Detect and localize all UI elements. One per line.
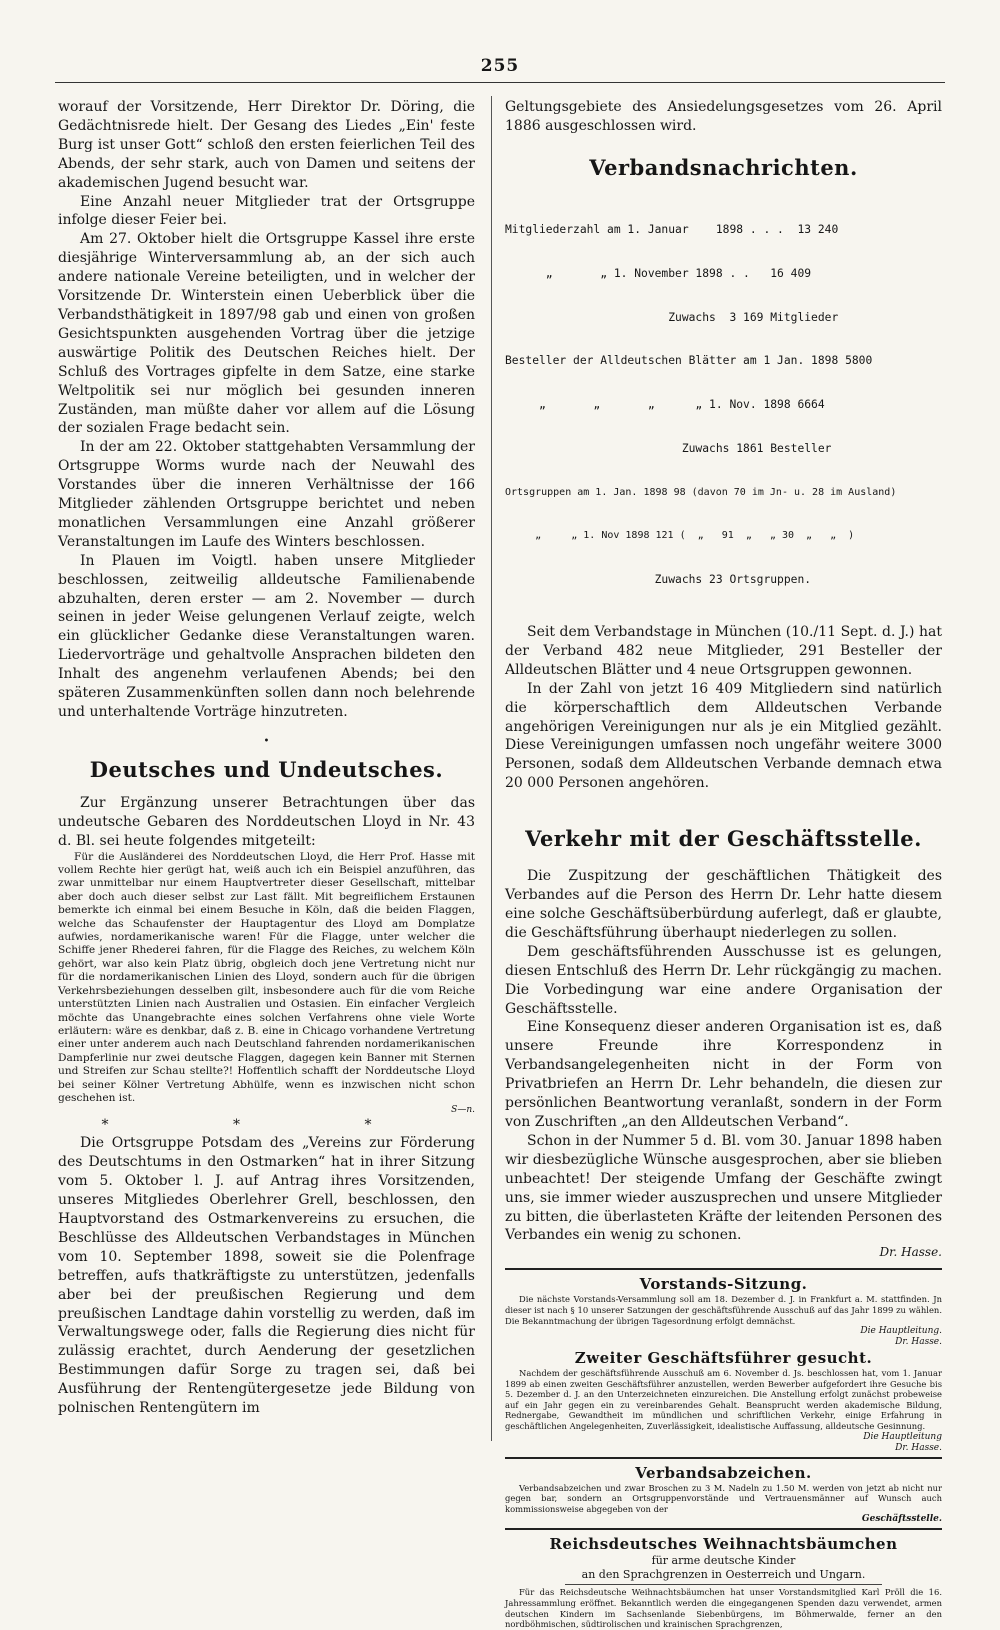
notice-signature: Die Hauptleitung.	[860, 1326, 942, 1337]
separator: * * *	[101, 1117, 432, 1134]
stats-line: „ „ 1. Nov 1898 121 ( „ 91 „ „ 30 „ „ )	[505, 530, 855, 542]
paragraph: Seit dem Verbandstage in München (10./11 Sept. d. J.) hat der Verband 482 neue Mitglieder, 291 Besteller der Alldeutschen Blätter und 4 neue Ortsgruppen gewonnen.	[505, 624, 942, 678]
paragraph: Dem geschäftsführenden Ausschusse ist es gelungen, diesen Entschluß des Herrn Dr. Lehr rückgängig zu machen. Die Vorbedingung war eine andere Organisation der Geschäftsstelle.	[505, 943, 942, 1017]
signature: Dr. Hasse.	[879, 1245, 942, 1260]
notice-title-zweiter-geschaeftsfuehrer: Zweiter Geschäftsführer gesucht.	[574, 1349, 873, 1368]
notice-subtitle: für arme deutsche Kinder	[651, 1554, 796, 1568]
notice-signature: Dr. Hasse.	[895, 1442, 942, 1453]
notice-text: Nachdem der geschäftsführende Ausschuß am 6. November d. Js. beschlossen hat, vom 1. Januar 1899 ab einen zweiten Geschäftsführer anzustellen, werden Bewerber aufgefordert ihre Gesuche bis 5. Dezember d. J. an den Unterzeichneten einzureichen. Die Anstellung erfolgt zunächst probeweise auf ein Jahr gegen ein zu vereinbarendes Gehalt. Beansprucht werden akademische Bildung, Rednergabe, Gewandtheit im mündlichen und schriftlichen Verkehr, einige Erfahrung in geschäftlichen Angelegenheiten, Zuverlässigkeit, idealistische Auffassung, alldeutsche Gesinnung.	[505, 1368, 942, 1432]
section-title-verkehr: Verkehr mit der Geschäftsstelle.	[525, 826, 922, 852]
paragraph: Am 27. Oktober hielt die Ortsgruppe Kassel ihre erste diesjährige Winterversammlung ab, an der sich auch andere nationale Vereine beteiligten, und in welcher der Vorsitzende Dr. Winterstein einen Ueberblick über die Verbandsthätigkeit in 1897/98 gab und einen von großen Gesichtspunkten ausgehenden Vortrag über die jetzige auswärtige Politik des Deutschen Reiches hielt. Der Schluß des Vortrages gipfelte in dem Satze, eine starke Weltpolitik sei nur möglich bei gesunden inneren Zuständen, man müßte daher vor allem auf die Lösung der sozialen Frage bedacht sein.	[58, 231, 475, 437]
notice-title-weihnachtsbaeumchen: Reichsdeutsches Weihnachtsbäumchen	[549, 1535, 898, 1554]
column-divider	[491, 96, 492, 1441]
paragraph: In Plauen im Voigtl. haben unsere Mitglieder beschlossen, zeitweilig alldeutsche Familienabende abzuhalten, deren erster — am 2. November — durch seinen in jeder Weise gelungenen Verlauf zeigte, welch ein glücklicher Gedanke diese Veranstaltungen waren. Liedervorträge und gehaltvolle Ansprachen bildeten den Inhalt des angenehm verlaufenen Abends; bei den späteren Zusammenkünften sollen dann noch belehrende und unterhaltende Vorträge hinzutreten.	[58, 552, 475, 720]
section-ornament: •	[263, 735, 270, 747]
stats-line: Zuwachs 1861 Besteller	[505, 441, 832, 455]
notice-signature: Dr. Hasse.	[895, 1337, 942, 1348]
notice-text: Verbandsabzeichen und zwar Broschen zu 3 M. Nadeln zu 1.50 M. werden von jetzt ab nicht nur gegen bar, sondern an Ortsgruppenvorstände und Vertrauensmänner auf Wunsch auch kommissionsweise abgegeben von der	[505, 1482, 942, 1514]
paragraph: In der am 22. Oktober stattgehabten Versammlung der Ortsgruppe Worms wurde nach der Neuwahl des Vorstandes über die inneren Verhältnisse der 166 Mitglieder zählenden Ortsgruppe berichtet und neben monatlichen Versammlungen eine Anzahl größerer Veranstaltungen im Laufe des Winters beschlossen.	[58, 439, 475, 550]
top-rule	[55, 82, 945, 83]
right-column	[505, 98, 942, 1630]
paragraph: In der Zahl von jetzt 16 409 Mitgliedern sind natürlich die körperschaftlich dem Alldeutschen Verbande angehörigen Vereinigungen nur als je ein Mitglied gezählt. Diese Vereinigungen umfassen noch ungefähr weitere 3000 Personen, sodaß dem Alldeutschen Verbande demnach etwa 20 000 Personen angehören.	[505, 680, 942, 792]
stats-line: Besteller der Alldeutschen Blätter am 1 Jan. 1898 5800	[505, 354, 873, 368]
small-signature: S—n.	[451, 1105, 475, 1116]
stats-line: „ „ „ „ 1. Nov. 1898 6664	[505, 398, 825, 412]
notice-signature: Geschäftsstelle.	[861, 1514, 942, 1525]
paragraph: Die Ortsgruppe Potsdam des „Vereins zur Förderung des Deutschtums in den Ostmarken“ hat in ihrer Sitzung vom 5. Oktober l. J. auf Antrag ihres Vorsitzenden, unseres Mitgliedes Oberlehrer Grell, beschlossen, den Hauptvorstand des Ostmarkenvereins zu ersuchen, die Beschlüsse des Alldeutschen Verbandstages in München vom 10. September 1898, soweit sie die Polenfrage betreffen, aufs thatkräftigste zu unterstützen, jedenfalls aber bei der preußischen Regierung und dem preußischen Landtage dahin vorstellig zu werden, daß im Verwaltungswege oder, falls die Regierung dies nicht für zulässig erachtet, durch Aenderung der gesetzlichen Bestimmungen dafür Sorge zu tragen sei, daß bei Ausführung der Rentengütergesetze jede Bildung von polnischen Rentengütern im	[58, 1135, 475, 1417]
member-statistics	[505, 194, 942, 617]
stats-line: Zuwachs 3 169 Mitglieder	[505, 310, 839, 324]
notice-text: Für das Reichsdeutsche Weihnachtsbäumchen hat unser Vorstandsmitglied Karl Pröll die 16. Jahressammlung eröffnet. Bekanntlich werden die eingegangenen Spenden dazu verwendet, armen deutschen Kindern im Sachsenlande Siebenbürgens, im Böhmerwalde, ferner an den nordböhmischen, südtirolischen und krainischen Sprachgrenzen,	[505, 1587, 942, 1630]
paragraph: Eine Konsequenz dieser anderen Organisation ist es, daß unsere Freunde ihre Korrespondenz in Verbandsangelegenheiten nicht in der Form von Privatbriefen an Herrn Dr. Lehr behandeln, die diesen zur persönlichen Beantwortung veranlaßt, sondern in der Form von Zuschriften „an den Alldeutschen Verband“.	[505, 1019, 942, 1130]
stats-line: Mitgliederzahl am 1. Januar 1898 . . . 13 240	[505, 223, 839, 236]
notice-signature: Die Hauptleitung	[863, 1431, 942, 1442]
paragraph: Schon in der Nummer 5 d. Bl. vom 30. Januar 1898 haben wir diesbezügliche Wünsche ausgesprochen, aber sie blieben unbeachtet! Der steigende Umfang der Geschäfte zwingt uns, sie immer wieder auszusprechen und unsere Mitglieder zu bitten, die überlasteten Kräfte der leitenden Personen des Verbandes ein wenig zu schonen.	[505, 1132, 942, 1244]
notice-subtitle: an den Sprachgrenzen in Oesterreich und Ungarn.	[581, 1568, 866, 1582]
stats-line: Zuwachs 23 Ortsgruppen.	[505, 573, 812, 587]
stats-line: Ortsgruppen am 1. Jan. 1898 98 (davon 70 im Jn- u. 28 im Ausland)	[505, 486, 897, 498]
page-number: 255	[480, 56, 520, 76]
section-title-deutsches: Deutsches und Undeutsches.	[89, 756, 444, 782]
small-text: Für die Ausländerei des Norddeutschen Lloyd, die Herr Prof. Hasse mit vollem Rechte hier gerügt hat, weiß auch ich ein Beispiel anzuführen, das zwar unmittelbar nur einem Hauptvertreter dieser Gesellschaft, mittelbar aber doch auch dieser selbst zur Last fällt. Mit begreiflichem Erstaunen bemerkte ich einmal bei einem Besuche in Köln, daß die beiden Flaggen, welche das Schaufenster der Hauptagentur des Lloyd am Domplatze aufwies, nordamerikanische waren! Für die Flagge, unter welcher die Schiffe jener Rhederei fahren, für die Flagge des Reiches, zu welchem Köln gehört, war also kein Platz übrig, obgleich doch jene Vertretung nicht nur für die nordamerikanischen Linien des Lloyd, sondern auch für die übrigen Verkehrsbeziehungen desselben gilt, insbesondere auch für die vom Reiche unterstützten Linien nach Australien und Ostasien. Ein einfacher Vergleich möchte das Unangebrachte eines solchen Verfahrens ohne viele Worte erläutern: wäre es denkbar, daß z. B. eine in Chicago vorhandene Vertretung einer unter anderem auch nach Deutschland fahrenden nordamerikanischen Dampferlinie nur zwei deutsche Flaggen, dagegen kein Banner mit Sternen und Streifen zur Schau stellte?! Hoffentlich schafft der Norddeutsche Lloyd bei seiner Kölner Vertretung Abhülfe, wenn es inzwischen nicht schon geschehen ist.	[58, 850, 475, 1104]
paragraph: Zur Ergänzung unserer Betrachtungen über das undeutsche Gebaren des Norddeutschen Lloyd in Nr. 43 d. Bl. sei heute folgendes mitgeteilt:	[58, 794, 475, 849]
paragraph: Eine Anzahl neuer Mitglieder trat der Ortsgruppe infolge dieser Feier bei.	[58, 193, 475, 229]
notice-title-verbandsabzeichen: Verbandsabzeichen.	[635, 1463, 812, 1482]
paragraph: Geltungsgebiete des Ansiedelungsgesetzes vom 26. April 1886 ausgeschlossen wird.	[505, 99, 942, 134]
paragraph: worauf der Vorsitzende, Herr Direktor Dr. Döring, die Gedächtnisrede hielt. Der Gesang des Liedes „Ein' feste Burg ist unser Gott“ schloß den ersten feierlichen Teil des Abends, der sehr stark, auch von Damen und seitens der akademischen Jugend besucht war.	[58, 99, 475, 191]
divider	[565, 1584, 882, 1585]
left-column	[58, 98, 475, 1418]
stats-line: „ „ 1. November 1898 . . 16 409	[505, 266, 812, 280]
section-title-verbandsnachrichten: Verbandsnachrichten.	[589, 154, 858, 180]
notice-text: Die nächste Vorstands-Versammlung soll am 18. Dezember d. J. in Frankfurt a. M. stattfinden. Jn dieser ist nach § 10 unserer Satzungen der geschäftsführende Ausschuß auf das Jahr 1899 zu wählen. Die Bekanntmachung der übrigen Tagesordnung erfolgt demnächst.	[505, 1294, 942, 1326]
paragraph: Die Zuspitzung der geschäftlichen Thätigkeit des Verbandes auf die Person des Herrn Dr. Lehr hatte diesem eine solche Geschäftsüberbürdung auferlegt, daß er glaubte, die Geschäftsführung überhaupt niederlegen zu sollen.	[505, 868, 942, 941]
notice-title-vorstandssitzung: Vorstands-Sitzung.	[639, 1275, 808, 1294]
